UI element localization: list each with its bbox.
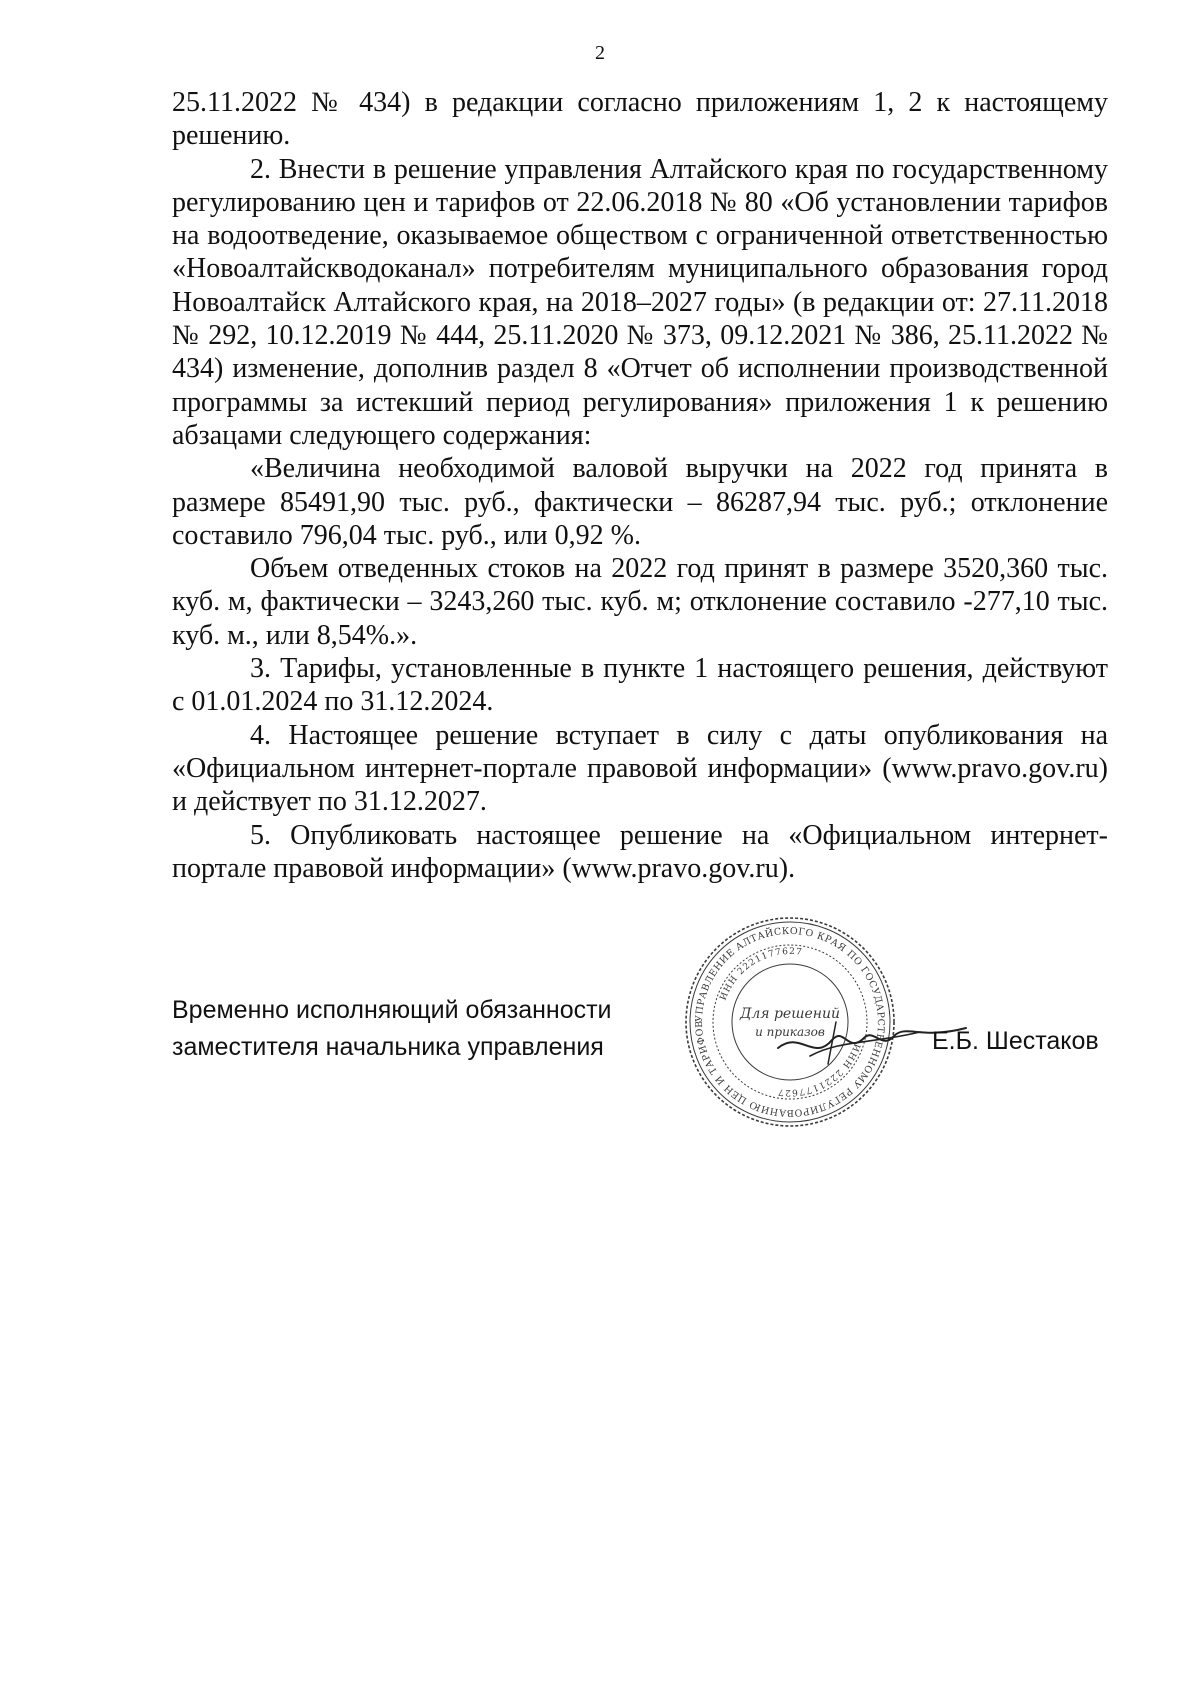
paragraph-item-2: 2. Внести в решение управления Алтайского края по государственному регулированию цен и тарифов от 22.06.2018 № 80 «Об установлении тарифов на водоотведение, оказываемое обществом с ограниченной ответственностью «Новоалтайскводоканал» потребителям муниципального образования город Новоалтайск Алтайского края, на 2018–2027 годы» (в редакции от: 27.11.2018 № 292, 10.12.2019 № 444, 25.11.2020 № 373, 09.12.2021 № 386, 25.11.2022 № 434) изменение, дополнив раздел 8 «Отчет об исполнении производственной программы за истекший период регулирования» приложения 1 к решению абзацами следующего содержания:: [172, 153, 1108, 451]
stamp-ring-text: УПРАВЛЕНИЕ АЛТАЙСКОГО КРАЯ ПО ГОСУДАРСТВЕННОМУ РЕГУЛИРОВАНИЮ ЦЕН И ТАРИФОВ: [693, 925, 887, 1119]
paragraph-quote-revenue: «Величина необходимой валовой выручки на 2022 год принята в размере 85491,90 тыс. руб., фактически – 86287,94 тыс. руб.; отклонение составило 796,04 тыс. руб., или 0,92 %.: [172, 453, 1108, 551]
paragraph-continuation: 25.11.2022 № 434) в редакции согласно приложениям 1, 2 к настоящему решению.: [172, 87, 1108, 152]
signatory-position: [172, 992, 692, 1066]
signatory-position-line-1: Временно исполняющий обязанности: [172, 996, 612, 1024]
paragraph-item-3: 3. Тарифы, установленные в пункте 1 настоящего решения, действуют с 01.01.2024 по 31.12.2024.: [172, 653, 1108, 718]
page-number: 2: [595, 42, 605, 64]
stamp-center-line-1: Для решений: [739, 1006, 841, 1022]
stamp-inn-bottom: ИНН 2221177627: [776, 1041, 862, 1098]
signatory-position-line-2: заместителя начальника управления: [172, 1033, 604, 1061]
paragraph-item-5: 5. Опубликовать настоящее решение на «Официальном интернет-портале правовой информации» (www.pravo.gov.ru).: [172, 819, 1108, 884]
signatory-name: Е.Б. Шестаков: [932, 1027, 1099, 1055]
stamp-inn-top: ИНН 2221177627: [718, 946, 804, 1003]
stamp-center-line-2: и приказов: [755, 1025, 825, 1039]
paragraph-item-4: 4. Настоящее решение вступает в силу с даты опубликования на «Официальном интернет-портале правовой информации» (www.pravo.gov.ru) и действует по 31.12.2027.: [172, 719, 1108, 818]
paragraph-quote-volume: Объем отведенных стоков на 2022 год принят в размере 3520,360 тыс. куб. м, фактически – 3243,260 тыс. куб. м; отклонение составило -277,10 тыс. куб. м., или 8,54%.».: [172, 553, 1108, 651]
